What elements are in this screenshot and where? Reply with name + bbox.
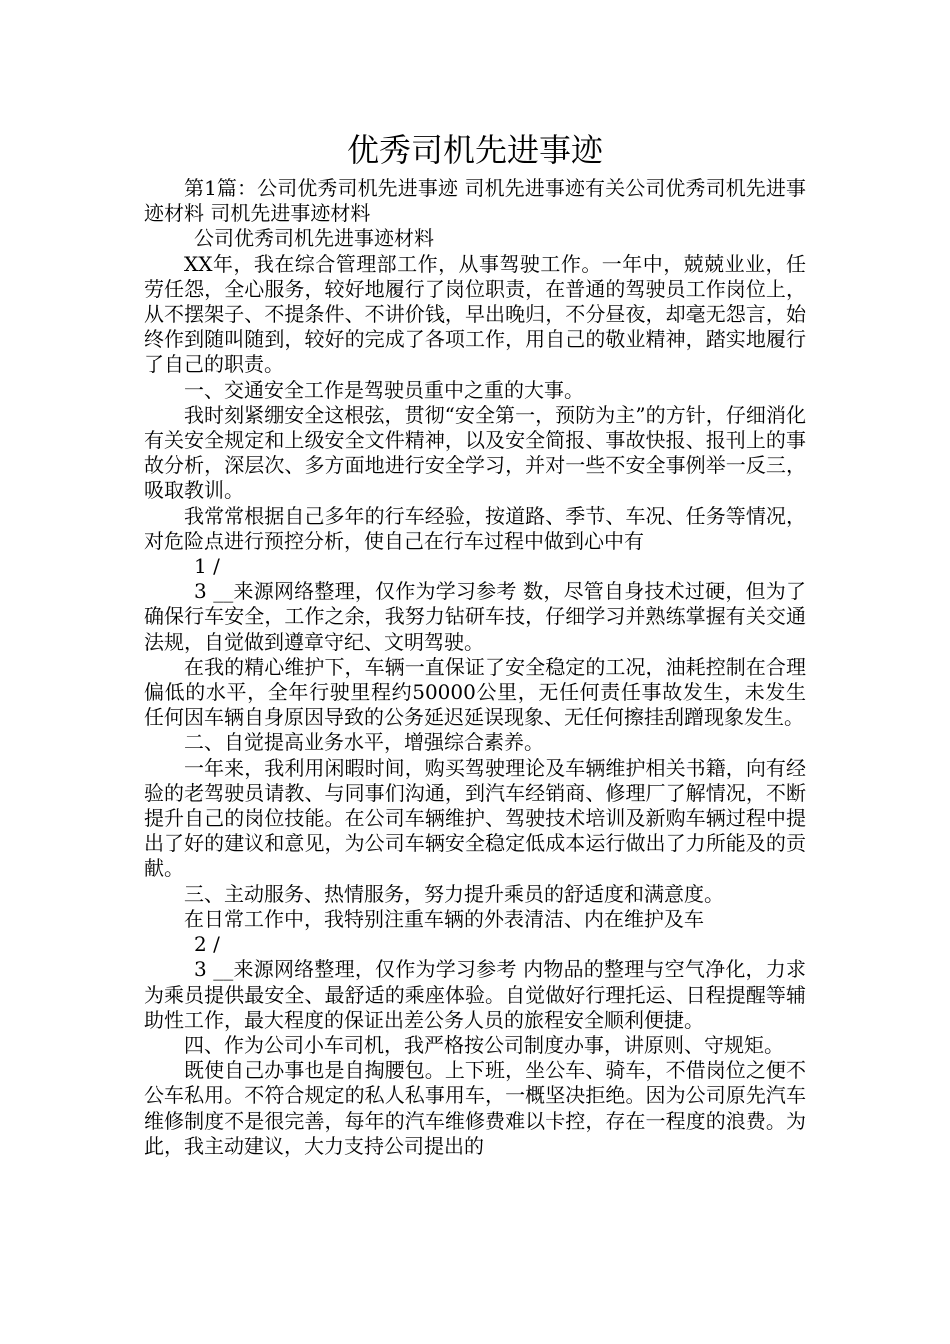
section-heading-2: 二、自觉提高业务水平，增强综合素养。 — [184, 730, 544, 755]
paragraph-safety: 我时刻紧绷安全这根弦，贯彻“安全第一，预防为主”的方针，仔细消化有关安全规定和上级安全文件精神，以及安全简报、事故快报、报刊上的事故分析，深层次、多方面地进行安全学习，并对一些不安全事例举一反三，吸取教训。 — [144, 402, 806, 503]
document-title: 优秀司机先进事迹 — [346, 131, 603, 169]
page-marker-2: 2 / — [194, 932, 220, 957]
paragraph-maintenance: 在我的精心维护下，车辆一直保证了安全稳定的工况，油耗控制在合理偏低的水平，全年行驶里程约50000公里，无任何责任事故发生，未发生任何因车辆自身原因导致的公务延迟延误现象、无任何擦挂刮蹭现象发生。 — [144, 654, 806, 730]
paragraph-subtitle: 公司优秀司机先进事迹材料 — [194, 226, 434, 251]
paragraph-experience: 我常常根据自己多年的行车经验，按道路、季节、车况、任务等情况，对危险点进行预控分析，使自己在行车过程中做到心中有 — [144, 503, 806, 553]
page-marker-1: 1 / — [194, 554, 220, 579]
paragraph-service: 在日常工作中，我特别注重车辆的外表清洁、内在维护及车 — [184, 906, 704, 931]
paragraph-intro: XX年，我在综合管理部工作，从事驾驶工作。一年中，兢兢业业，任劳任怨，全心服务，较好地履行了岗位职责，在普通的驾驶员工作岗位上，从不摆架子、不提条件、不讲价钱，早出晚归，不分昼夜，却毫无怨言，始终作到随叫随到，较好的完成了各项工作，用自己的敬业精神，踏实地履行了自己的职责。 — [144, 251, 806, 377]
document-page — [144, 128, 806, 1159]
section-heading-1: 一、交通安全工作是驾驶员重中之重的大事。 — [184, 377, 584, 402]
section-heading-3: 三、主动服务、热情服务，努力提升乘员的舒适度和满意度。 — [184, 881, 724, 906]
paragraph-skills: 3 __来源网络整理，仅作为学习参考 数，尽管自身技术过硬，但为了确保行车安全，工作之余，我努力钻研车技，仔细学习并熟练掌握有关交通法规，自觉做到遵章守纪、文明驾驶。 — [144, 579, 806, 654]
paragraph-heading-line: 第1篇：公司优秀司机先进事迹 司机先进事迹有关公司优秀司机先进事迹材料 司机先进事迹材料 — [144, 176, 806, 226]
paragraph-comfort: 3 __来源网络整理，仅作为学习参考 内物品的整理与空气净化，力求为乘员提供最安全、最舒适的乘座体验。自觉做好行理托运、日程提醒等辅助性工作，最大程度的保证出差公务人员的旅程安全顺利便捷。 — [144, 957, 806, 1032]
section-heading-4: 四、作为公司小车司机，我严格按公司制度办事，讲原则、守规矩。 — [184, 1032, 784, 1057]
paragraph-learning: 一年来，我利用闲暇时间，购买驾驶理论及车辆维护相关书籍，向有经验的老驾驶员请教、与同事们沟通，到汽车经销商、修理厂了解情况，不断提升自己的岗位技能。在公司车辆维护、驾驶技术培训及新购车辆过程中提出了好的建议和意见，为公司车辆安全稳定低成本运行做出了力所能及的贡献。 — [144, 755, 806, 881]
paragraph-rules: 既使自己办事也是自掏腰包。上下班，坐公车、骑车，不借岗位之便不公车私用。不符合规定的私人私事用车，一概坚决拒绝。因为公司原先汽车维修制度不是很完善，每年的汽车维修费难以卡控，存在一程度的浪费。为此，我主动建议，大力支持公司提出的 — [144, 1058, 806, 1158]
